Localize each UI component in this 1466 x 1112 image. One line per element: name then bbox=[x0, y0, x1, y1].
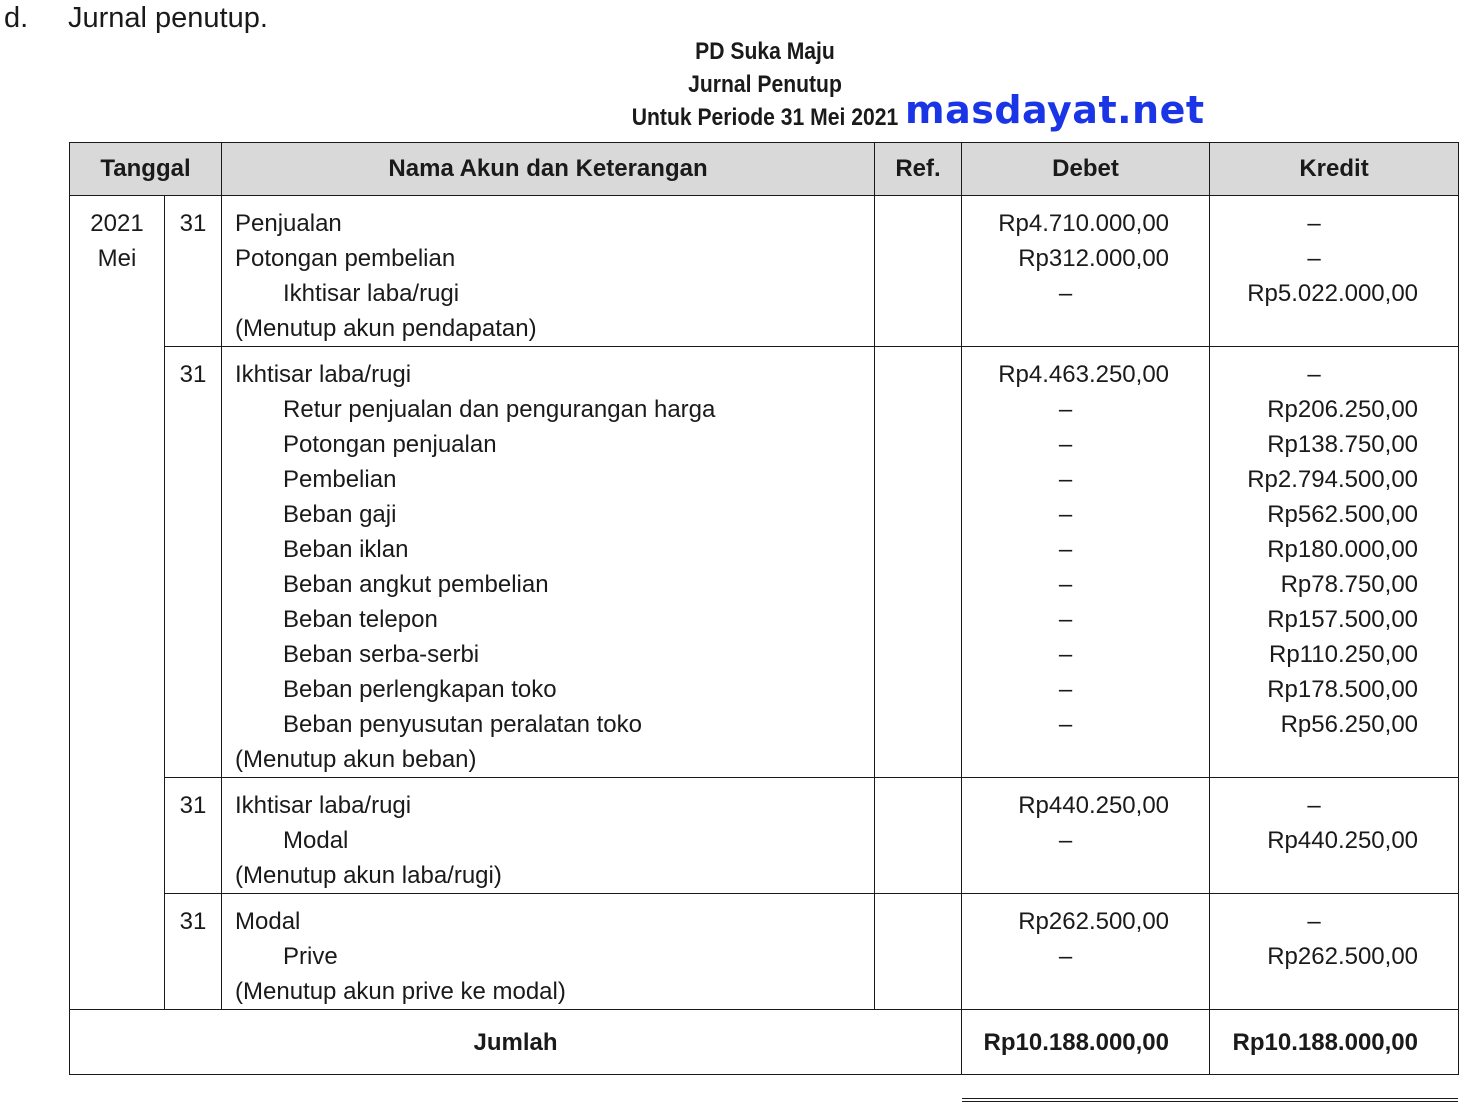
credit-amount: – bbox=[1307, 361, 1321, 388]
account-name: Ikhtisar laba/rugi bbox=[283, 280, 460, 307]
total-credit: Rp10.188.000,00 bbox=[1210, 1010, 1459, 1075]
total-debit: Rp10.188.000,00 bbox=[962, 1010, 1210, 1075]
debit-amount: Rp4.710.000,00 bbox=[998, 210, 1170, 237]
date-month: Mei bbox=[97, 245, 137, 272]
account-name: Modal bbox=[283, 827, 349, 854]
date-day: 31 bbox=[165, 347, 222, 778]
credit-amount: – bbox=[1307, 908, 1321, 935]
account-name: (Menutup akun beban) bbox=[235, 746, 477, 773]
debit-amount: – bbox=[1058, 396, 1073, 423]
credit-amount: – bbox=[1307, 210, 1321, 237]
credit-amount: – bbox=[1307, 245, 1321, 272]
journal-entry-row bbox=[70, 778, 1459, 894]
col-header-ref: Ref. bbox=[875, 143, 962, 196]
account-name: Retur penjualan dan pengurangan harga bbox=[283, 396, 716, 423]
credit-amount: Rp262.500,00 bbox=[1267, 943, 1419, 970]
debit-amount: Rp262.500,00 bbox=[1018, 908, 1170, 935]
debit-amount: Rp4.463.250,00 bbox=[998, 361, 1170, 388]
account-name: Pembelian bbox=[283, 466, 397, 493]
credit-amount bbox=[1210, 742, 1418, 777]
document-title: Jurnal Penutup bbox=[688, 71, 842, 98]
closing-journal-table bbox=[69, 142, 1459, 1075]
account-name: Beban perlengkapan toko bbox=[283, 676, 557, 703]
watermark: masdayat.net bbox=[905, 88, 1205, 132]
debit-amount: – bbox=[1058, 676, 1073, 703]
credit-amount: Rp138.750,00 bbox=[1267, 431, 1419, 458]
debit-cell bbox=[962, 347, 1210, 778]
section-title: Jurnal penutup. bbox=[68, 2, 268, 34]
journal-entry-row bbox=[70, 196, 1459, 347]
account-cell bbox=[222, 196, 875, 347]
account-name: (Menutup akun pendapatan) bbox=[235, 315, 537, 342]
credit-amount: – bbox=[1307, 792, 1321, 819]
total-row bbox=[70, 1010, 1459, 1075]
debit-amount: – bbox=[1058, 711, 1073, 738]
debit-amount: – bbox=[1058, 536, 1073, 563]
date-year-month-cell bbox=[70, 196, 165, 1010]
credit-amount: Rp562.500,00 bbox=[1267, 501, 1419, 528]
journal-entry-row bbox=[70, 347, 1459, 778]
period-text: Untuk Periode 31 Mei 2021 bbox=[631, 104, 899, 131]
debit-amount: – bbox=[1058, 827, 1073, 854]
credit-amount: Rp206.250,00 bbox=[1267, 396, 1419, 423]
double-underline-credit bbox=[1210, 1098, 1458, 1102]
debit-amount: – bbox=[1058, 606, 1073, 633]
ref-cell bbox=[875, 894, 962, 1010]
account-name: Beban angkut pembelian bbox=[283, 571, 549, 598]
debit-cell bbox=[962, 894, 1210, 1010]
section-letter: d. bbox=[4, 2, 29, 34]
journal-body bbox=[70, 196, 1459, 1075]
debit-amount: Rp312.000,00 bbox=[1018, 245, 1170, 272]
debit-cell bbox=[962, 196, 1210, 347]
account-name: Ikhtisar laba/rugi bbox=[235, 361, 412, 388]
total-label: Jumlah bbox=[70, 1010, 962, 1075]
account-name: Beban telepon bbox=[283, 606, 438, 633]
debit-amount: – bbox=[1058, 571, 1073, 598]
account-name: Potongan penjualan bbox=[283, 431, 497, 458]
ref-cell bbox=[875, 778, 962, 894]
debit-amount: – bbox=[1058, 501, 1073, 528]
account-name: Beban serba-serbi bbox=[283, 641, 480, 668]
col-header-debet: Debet bbox=[962, 143, 1210, 196]
col-header-nama: Nama Akun dan Keterangan bbox=[222, 143, 875, 196]
debit-amount: – bbox=[1058, 943, 1073, 970]
table-header-row bbox=[70, 143, 1459, 196]
credit-amount: Rp78.750,00 bbox=[1280, 571, 1419, 598]
credit-amount bbox=[1210, 858, 1418, 893]
account-name: Beban penyusutan peralatan toko bbox=[283, 711, 642, 738]
account-cell bbox=[222, 347, 875, 778]
account-name: Prive bbox=[283, 943, 338, 970]
credit-amount: Rp56.250,00 bbox=[1280, 711, 1419, 738]
account-name: Beban gaji bbox=[283, 501, 397, 528]
debit-amount: Rp440.250,00 bbox=[1018, 792, 1170, 819]
company-name: PD Suka Maju bbox=[695, 38, 835, 65]
credit-cell bbox=[1210, 894, 1459, 1010]
date-year: 2021 bbox=[90, 210, 144, 237]
double-underline-debit bbox=[962, 1098, 1210, 1102]
debit-amount: – bbox=[1058, 466, 1073, 493]
account-name: (Menutup akun prive ke modal) bbox=[235, 978, 566, 1005]
account-name: (Menutup akun laba/rugi) bbox=[235, 862, 502, 889]
account-name: Potongan pembelian bbox=[235, 245, 456, 272]
journal-entry-row bbox=[70, 894, 1459, 1010]
col-header-tanggal: Tanggal bbox=[70, 143, 222, 196]
date-day: 31 bbox=[165, 196, 222, 347]
ref-cell bbox=[875, 347, 962, 778]
credit-amount bbox=[1210, 974, 1418, 1009]
account-name: Ikhtisar laba/rugi bbox=[235, 792, 412, 819]
debit-amount bbox=[962, 742, 1169, 777]
credit-amount: Rp178.500,00 bbox=[1267, 676, 1419, 703]
credit-amount bbox=[1210, 311, 1418, 346]
credit-cell bbox=[1210, 196, 1459, 347]
credit-cell bbox=[1210, 778, 1459, 894]
debit-amount bbox=[962, 858, 1169, 893]
col-header-kredit: Kredit bbox=[1210, 143, 1459, 196]
account-name: Beban iklan bbox=[283, 536, 409, 563]
debit-amount: – bbox=[1058, 280, 1073, 307]
debit-amount: – bbox=[1058, 431, 1073, 458]
date-day: 31 bbox=[165, 894, 222, 1010]
date-day: 31 bbox=[165, 778, 222, 894]
ref-cell bbox=[875, 196, 962, 347]
debit-amount bbox=[962, 974, 1169, 1009]
credit-amount: Rp180.000,00 bbox=[1267, 536, 1419, 563]
account-cell bbox=[222, 778, 875, 894]
credit-amount: Rp5.022.000,00 bbox=[1247, 280, 1419, 307]
credit-amount: Rp2.794.500,00 bbox=[1247, 466, 1419, 493]
debit-cell bbox=[962, 778, 1210, 894]
credit-amount: Rp157.500,00 bbox=[1267, 606, 1419, 633]
debit-amount bbox=[962, 311, 1169, 346]
credit-amount: Rp110.250,00 bbox=[1269, 641, 1419, 668]
account-cell bbox=[222, 894, 875, 1010]
credit-cell bbox=[1210, 347, 1459, 778]
credit-amount: Rp440.250,00 bbox=[1267, 827, 1419, 854]
account-name: Modal bbox=[235, 908, 301, 935]
account-name: Penjualan bbox=[235, 210, 342, 237]
debit-amount: – bbox=[1058, 641, 1073, 668]
